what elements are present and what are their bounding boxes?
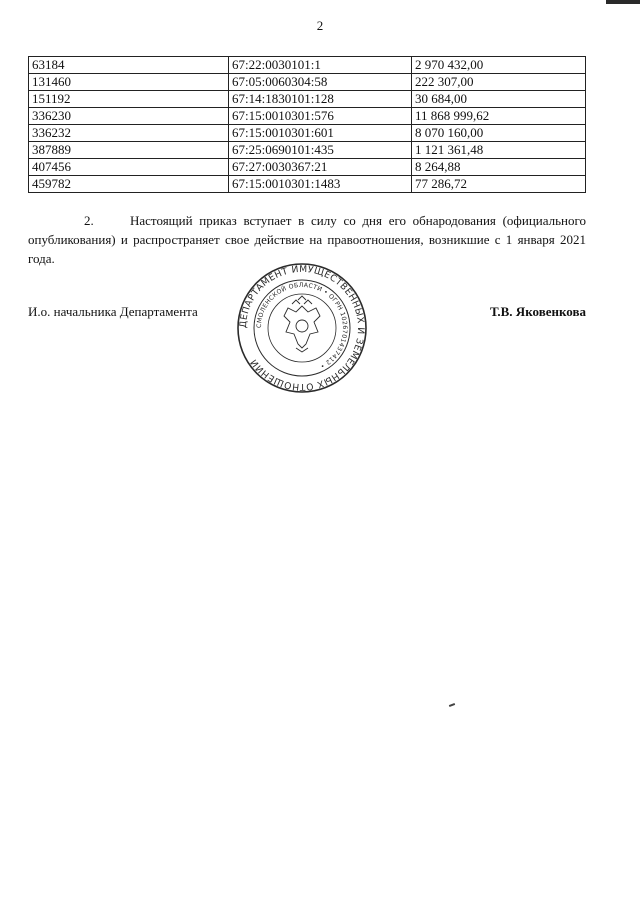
table-cell-id: 151192 [29, 91, 229, 108]
cadastral-table-body [29, 57, 586, 193]
table-cell-amount: 11 868 999,62 [412, 108, 586, 125]
paragraph-number: 2. [84, 213, 94, 228]
stray-pen-mark [449, 703, 455, 707]
table-row [29, 57, 586, 74]
table-cell-cadastral-number: 67:25:0690101:435 [229, 142, 412, 159]
table-row [29, 125, 586, 142]
official-seal-stamp [236, 262, 368, 394]
table-row [29, 108, 586, 125]
table-row [29, 142, 586, 159]
table-cell-id: 336230 [29, 108, 229, 125]
table-cell-cadastral-number: 67:22:0030101:1 [229, 57, 412, 74]
signatory-name: Т.В. Яковенкова [490, 304, 586, 319]
page-number: 2 [316, 18, 324, 33]
table-cell-cadastral-number: 67:15:0010301:576 [229, 108, 412, 125]
seal-outer-text: ДЕПАРТАМЕНТ ИМУЩЕСТВЕННЫХ И ЗЕМЕЛЬНЫХ ОТНОШЕНИЙ [237, 263, 367, 393]
table-cell-amount: 77 286,72 [412, 176, 586, 193]
table-cell-amount: 222 307,00 [412, 74, 586, 91]
table-cell-amount: 8 070 160,00 [412, 125, 586, 142]
table-cell-cadastral-number: 67:27:0030367:21 [229, 159, 412, 176]
table-cell-cadastral-number: 67:15:0010301:601 [229, 125, 412, 142]
signatory-title: И.о. начальника Департамента [28, 304, 198, 319]
paragraph-text: Настоящий приказ вступает в силу со дня его обнародования (официального опубликования) и распространяет свое действие на правоотношения, возникшие с 1 января 2021 года. [28, 213, 586, 266]
table-cell-cadastral-number: 67:14:1830101:128 [229, 91, 412, 108]
table-row [29, 176, 586, 193]
table-cell-amount: 1 121 361,48 [412, 142, 586, 159]
cadastral-table [28, 56, 586, 193]
table-cell-id: 407456 [29, 159, 229, 176]
seal-inner-text: СМОЛЕНСКОЙ ОБЛАСТИ • ОГРН 1026701437412 • [255, 281, 349, 370]
table-cell-id: 459782 [29, 176, 229, 193]
table-cell-id: 336232 [29, 125, 229, 142]
coat-of-arms-emblem [284, 296, 320, 352]
table-cell-cadastral-number: 67:05:0060304:58 [229, 74, 412, 91]
table-row [29, 91, 586, 108]
table-cell-amount: 2 970 432,00 [412, 57, 586, 74]
table-cell-id: 63184 [29, 57, 229, 74]
paragraph-2 [28, 211, 586, 268]
table-cell-id: 131460 [29, 74, 229, 91]
table-row [29, 74, 586, 91]
table-cell-amount: 8 264,88 [412, 159, 586, 176]
table-row [29, 159, 586, 176]
table-cell-amount: 30 684,00 [412, 91, 586, 108]
table-cell-id: 387889 [29, 142, 229, 159]
scan-edge-mark [606, 0, 640, 4]
table-cell-cadastral-number: 67:15:0010301:1483 [229, 176, 412, 193]
